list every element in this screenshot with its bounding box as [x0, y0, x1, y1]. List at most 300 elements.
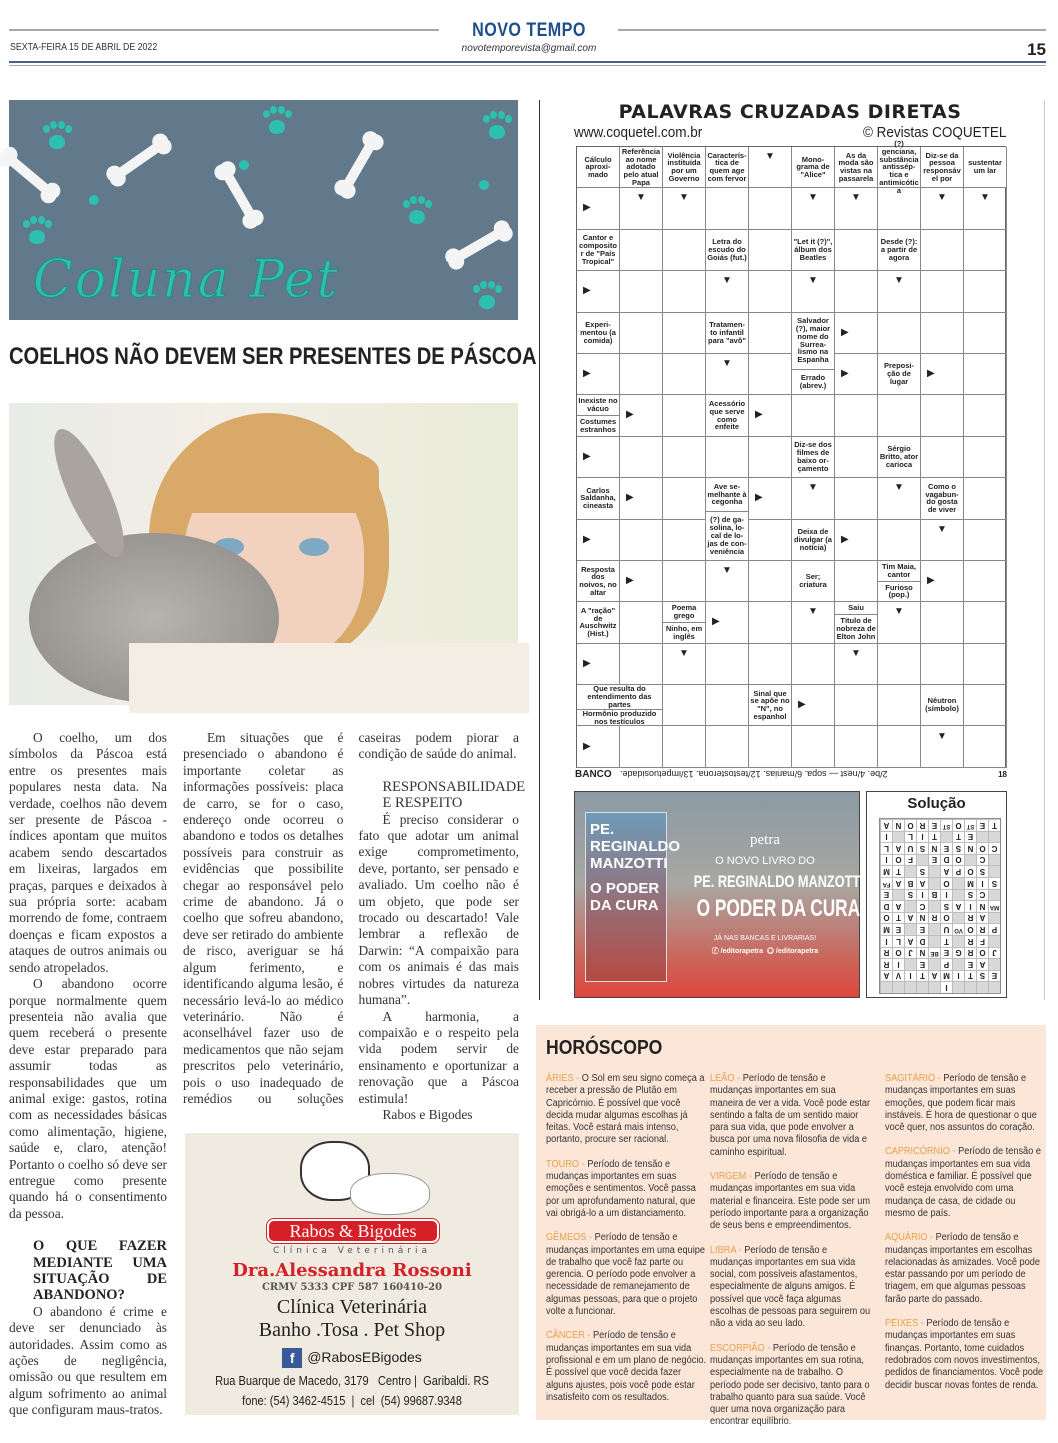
solution-cell [952, 958, 964, 970]
crossword-cell[interactable] [620, 644, 663, 685]
sign-name: PEIXES [885, 1318, 919, 1330]
crossword-cell[interactable] [878, 313, 921, 354]
crossword-cell[interactable] [749, 313, 792, 354]
solution-cell: A [892, 842, 904, 854]
solution-cell: E [892, 923, 904, 935]
crossword-cell[interactable] [620, 354, 663, 395]
clue-text: Deixa de divulgar (a notícia) [794, 527, 832, 552]
article-paragraph: O coelho, um dos símbolos da Páscoa está entre os presentes mais populares nesta data. Na verdade, coelhos não devem ser presente de Páscoa - índices apontam que muitos acabem sendo descartados em lixeiras, largados em praças, parques e deixados à sua própria sorte: acabam morrendo de fome, contraem doenças e ficam expostos a ataques de outros animais ou sendo atropelados. [9, 730, 167, 975]
solution-cell: L [892, 935, 904, 947]
arrow-down-icon: ▼ [851, 192, 861, 204]
facebook-handle[interactable] [185, 1347, 519, 1368]
crossword-clue [577, 313, 620, 354]
clue-text: Cantor e compositor de "País Tropical" [579, 233, 617, 266]
solution-cell [988, 889, 1000, 901]
crossword-cell[interactable] [878, 644, 921, 685]
crossword-cell[interactable] [749, 644, 792, 685]
crossword-cell[interactable] [964, 395, 1007, 436]
paw-icon [269, 120, 285, 134]
solution-cell: E [928, 819, 940, 831]
arrow-down-icon: ▼ [808, 482, 818, 494]
crossword-cell[interactable] [921, 313, 964, 354]
clue-text: Experi-mentou (a comida) [580, 320, 616, 345]
arrow-right-icon: ▶ [712, 616, 720, 628]
horoscope-column [710, 1073, 870, 1441]
arrow-right-icon: ▶ [841, 368, 849, 379]
crossword-cell[interactable] [706, 437, 749, 478]
solution-cell: ST [940, 819, 952, 831]
solution-cell: E [916, 923, 928, 935]
crossword-cell[interactable] [964, 271, 1007, 312]
solution-cell: E [916, 958, 928, 970]
crossword-cell[interactable] [706, 726, 749, 767]
solution-cell [988, 865, 1000, 877]
arrow-down-icon: ▼ [894, 482, 904, 494]
solution-cell: M [964, 877, 976, 889]
address: Rua Buarque de Macedo, 3179 Centro | Garibaldi. RS [215, 1373, 489, 1388]
solution-cell: BE [928, 947, 940, 959]
solution-cell: T [928, 831, 940, 843]
arrow-right-icon: ▶ [755, 409, 763, 421]
horoscope-entry: ESCORPIÃO - Período de tensão e mudanças importantes em sua rotina, especialmente na de trabalho. O período pode ser decisivo, tanto para o trabalho quanto para sua saúde. Você quer uma nova organização para encontrar equilíbrio. [710, 1342, 870, 1428]
crossword-clue [577, 561, 620, 602]
crossword-clue [792, 230, 835, 271]
solution-cell: I [892, 958, 904, 970]
arrow-down-icon: ▼ [722, 565, 732, 576]
solution-cell: R [964, 935, 976, 947]
crossword-cell[interactable] [964, 561, 1007, 602]
crossword-cell[interactable] [620, 437, 663, 478]
crossword-cell[interactable] [835, 271, 878, 312]
crossword-cell[interactable] [706, 685, 749, 726]
arrow-right-icon: ▶ [798, 699, 806, 711]
crossword-clue [706, 478, 749, 561]
crossword-clue [792, 561, 835, 602]
solution-cell: G [952, 947, 964, 959]
clue-text: Referência ao nome adotado pelo atual Papa [621, 146, 661, 187]
sign-text: Período de tensão e mudanças importantes em escolhas relacionadas às amizades. Você pode estar passando por um período de triagem, em que algumas pessoas farão parte do passado. [885, 1232, 1040, 1305]
solution-cell: O [952, 854, 964, 866]
banner-title: Coluna Pet [33, 250, 340, 310]
solution-cell: N [892, 819, 904, 831]
clue-text: Violência instituída por um Governo [667, 150, 701, 183]
clue-text: Diz-se da pessoa responsável por [923, 150, 961, 183]
crossword-cell[interactable] [663, 354, 706, 395]
crossword-cell[interactable] [749, 230, 792, 271]
crossword-clue [878, 138, 921, 195]
solution-cell: A [880, 819, 892, 831]
crossword-clue [620, 147, 663, 188]
crossword-cell[interactable] [706, 644, 749, 685]
ad-cta: JÁ NAS BANCAS E LIVRARIAS! [713, 935, 817, 942]
facebook-text: @RabosEBigodes [307, 1349, 422, 1365]
kicker: O NOVO LIVRO DO [715, 855, 815, 867]
solution-cell: P [940, 958, 952, 970]
clue-text: Cálculo aproxi-mado [584, 154, 612, 180]
clue-text: Furioso (pop.) [878, 581, 920, 602]
arrow-right-icon: ▶ [626, 409, 634, 421]
crossword-cell[interactable] [663, 437, 706, 478]
crossword-clue [749, 685, 792, 726]
solution-cell: O [880, 912, 892, 924]
solution-cell [892, 981, 904, 993]
sign-name: ESCORPIÃO [710, 1342, 765, 1354]
crossword-cell[interactable] [620, 726, 663, 767]
crossword-cell[interactable] [878, 395, 921, 436]
crossword-cell[interactable] [921, 271, 964, 312]
crossword-clue [835, 147, 878, 188]
solution-cell: A [940, 865, 952, 877]
solution-cell: R [928, 912, 940, 924]
solution-cell: I [916, 889, 928, 901]
solution-cell: A [904, 935, 916, 947]
clue-text: Que resulta do entendimento das partes [587, 684, 652, 709]
social-instagram: /editorapetra [775, 948, 819, 955]
crossword-cell[interactable] [921, 602, 964, 643]
solution-cell: A [916, 877, 928, 889]
crossword-cell[interactable] [620, 313, 663, 354]
paw-icon [49, 135, 65, 149]
crossword-url[interactable]: www.coquetel.com.br [574, 124, 703, 141]
paw-icon [409, 210, 425, 224]
clue-text: Hormônio produzido nos testículos [577, 709, 662, 726]
solution-cell: O [952, 819, 964, 831]
dot-decoration [239, 160, 249, 170]
horoscope-entry: AQUÁRIO - Período de tensão e mudanças importantes em escolhas relacionadas às amizades. Você pode estar passando por um período de triagem, em que algumas pessoas farão parte do passado. [885, 1232, 1040, 1305]
article-column-1 [9, 730, 167, 1419]
crossword-clue [921, 478, 964, 519]
solution-cell: A [976, 958, 988, 970]
arrow-down-icon: ▼ [679, 647, 689, 659]
clue-text: Como o vagabun-do gosta de viver [925, 481, 959, 515]
solution-cell: C [988, 842, 1000, 854]
crossword-clue [577, 395, 620, 436]
crossword-cell[interactable] [749, 271, 792, 312]
crossword-cell[interactable] [921, 395, 964, 436]
horoscope-entry: VIRGEM - Período de tensão e mudanças importantes em sua vida material e financeira. Este pode ser um período importante para a organização de seus bens e empreendimentos. [710, 1171, 871, 1232]
service-line-1: Clínica Veterinária [276, 1296, 428, 1318]
arrow-right-icon: ▶ [841, 533, 849, 545]
crossword-cell[interactable] [749, 561, 792, 602]
crossword-cell[interactable] [663, 478, 706, 519]
solution-cell [988, 981, 1000, 993]
crossword-cell[interactable] [921, 644, 964, 685]
sign-name: ÁRIES [546, 1073, 574, 1084]
crossword-clue [577, 685, 663, 726]
article-signature: Rabos e Bigodes [382, 1106, 473, 1122]
crossword-cell[interactable] [792, 395, 835, 436]
crossword-cell[interactable] [921, 230, 964, 271]
book-ad[interactable] [574, 791, 864, 998]
sign-name: GÊMEOS [546, 1232, 587, 1244]
clue-text: Nêutron (símbolo) [925, 696, 959, 714]
clue-text: Preposi-ção de lugar [883, 361, 914, 387]
solution-cell [904, 958, 916, 970]
horoscope-column [885, 1073, 1045, 1404]
solution-cell: M [880, 865, 892, 877]
clue-text: Título de nobreza de Elton John [835, 614, 877, 643]
sign-name: TOURO [546, 1158, 580, 1170]
crossword-cell[interactable] [663, 561, 706, 602]
cover-title: O PODER DA CURA [590, 880, 660, 914]
crossword-cell[interactable] [663, 395, 706, 436]
arrow-down-icon: ▼ [808, 275, 818, 287]
crossword-clue [577, 602, 620, 643]
crossword-cell[interactable] [964, 644, 1007, 685]
crossword-cell[interactable] [792, 644, 835, 685]
solution-cell: N [916, 912, 928, 924]
sign-text: Período de tensão e mudanças importantes em suas finanças. Portanto, tome cuidados redobrados com novos investimentos, pedidos de financiamentos. Você pode decidir buscar novas fontes de renda. [885, 1318, 1044, 1391]
solution-cell: N [928, 842, 940, 854]
sign-text: Período de tensão e mudanças importantes em sua vida social, com possíveis afastamentos, especialmente de alguns amigos. É possível que você faça algumas escolhas de pessoas para seguirem ou não a vida ao seu lado. [710, 1244, 871, 1330]
crossword-cell[interactable] [663, 230, 706, 271]
solution-cell: R [964, 912, 976, 924]
solution-cell: J [904, 947, 916, 959]
crossword-cell[interactable] [749, 520, 792, 561]
crossword-cell[interactable] [835, 726, 878, 767]
horoscope-entry: GÊMEOS - Período de tensão e mudanças importantes em uma equipe de trabalho que você faz parte ou gerencia. O período pode envolver a necessidade de remanejamento de algumas pessoas, para que o projeto volte a funcionar. [546, 1232, 706, 1318]
crossword-cell[interactable] [964, 230, 1007, 271]
crossword-solution [866, 791, 1007, 998]
clue-text: Tratamen-to infantil para "avô" [708, 320, 746, 345]
crossword-cell[interactable] [620, 230, 663, 271]
clue-text: Ave se-melhante à cegonha [707, 481, 747, 507]
crossword-cell[interactable] [792, 726, 835, 767]
solution-cell: S [976, 970, 988, 982]
solution-cell [928, 935, 940, 947]
arrow-down-icon: ▼ [636, 192, 646, 204]
clue-text: As da moda são vistas na passarela [838, 150, 874, 183]
article-paragraph: Em situações que é presenciado o abandono é importante coletar as informações possíveis: placa de carro, se for o caso, endereço onde ocorreu o abandono e todos os detalhes possíveis para construir as evidências que possibilite chegar ao responsável pelo crime de abandono. Já o coelho que sofreu abandono, deve ser retirado do ambiente de risco, averiguar se há algum ferimento, e identificando alguma lesão, é necessário levá-lo ao médico veterinário. Não é aconselhável fazer uso de medicamentos que não sejam prescritos pelo veterinário, pois o uso inadequado de remédios ou soluções caseiras podem piorar a condição de saúde do animal. [183, 730, 519, 1106]
solution-cell [940, 831, 952, 843]
arrow-right-icon: ▶ [626, 575, 634, 586]
solution-grid [879, 818, 1001, 994]
clue-text: Sinal que se apõe no "N", no espanhol [750, 688, 790, 722]
article-paragraph: O abandono ocorre porque normalmente quem presenteia não avalia que quem receberá o presente deve estar preparado para assumir todas as responsabilidades que um animal exige: gastos, rotina com as necessidades básicas como alimentação, higiene, saúde e, claro, atenção! Portanto o coelho só deve ser entregue como presente quando há o consentimento da pessoa. [9, 976, 167, 1221]
crossword-cell[interactable] [749, 354, 792, 395]
solution-cell: V [892, 970, 904, 982]
crossword-cell[interactable] [835, 561, 878, 602]
crossword-clue [792, 437, 835, 478]
solution-cell: T [892, 912, 904, 924]
solution-cell: E [928, 854, 940, 866]
horoscope-entry: CAPRICÓRNIO - Período de tensão e mudanças importantes em sua vida doméstica e familiar. É possível que você esteja envolvido com uma mudança de casa, de cidade ou mesmo de país. [885, 1146, 1041, 1219]
contact-email[interactable]: novotemporevista@gmail.com [461, 43, 597, 54]
crossword-cell[interactable] [964, 520, 1007, 561]
crossword-cell[interactable] [878, 685, 921, 726]
arrow-down-icon: ▼ [894, 275, 904, 287]
vet-clinic-ad[interactable] [185, 1133, 519, 1415]
solution-cell: P [952, 865, 964, 877]
ad-social[interactable]: ⓕ /editorapetra ◎ /editorapetra [711, 948, 819, 955]
crossword-clue [577, 230, 620, 271]
article-columns-2-3 [183, 730, 526, 1125]
crossword-cell[interactable] [706, 188, 749, 229]
puzzle-number: 18 [998, 770, 1007, 779]
crossword-cell[interactable] [964, 478, 1007, 519]
crossword-cell[interactable] [663, 520, 706, 561]
solution-cell [964, 854, 976, 866]
ad-book-title: O PODER DA CURA [696, 895, 861, 922]
solution-cell: T [940, 935, 952, 947]
arrow-right-icon: ▶ [583, 740, 591, 752]
crossword-cell[interactable] [663, 313, 706, 354]
solution-title: Solução [907, 795, 966, 812]
sign-name: AQUÁRIO [885, 1232, 928, 1244]
clue-text: Errado (abrev.) [792, 369, 834, 395]
solution-cell: O [892, 854, 904, 866]
crossword-cell[interactable] [964, 602, 1007, 643]
bone-icon [340, 137, 379, 194]
logo-subtitle: Clínica Veterinária [272, 1246, 431, 1256]
crossword-clue [663, 602, 706, 643]
sign-text: Período de tensão e mudanças importantes em uma equipe de trabalho que você faz parte ou gerencia. O período pode envolver a necessidade de remanejamento de algumas pessoas, para que o projeto volte a funcionar. [546, 1232, 706, 1318]
arrow-down-icon: ▼ [937, 192, 947, 204]
solution-cell: A [952, 900, 964, 912]
clue-text: Ninho, em inglês [663, 622, 705, 643]
clue-text: Tim Maia, cantor [881, 561, 917, 579]
solution-cell: I [976, 877, 988, 889]
crossword-cell[interactable] [620, 271, 663, 312]
bangs [169, 443, 379, 513]
clue-text: Saiu [848, 603, 864, 613]
crossword-cell[interactable] [964, 726, 1007, 767]
sign-name: LIBRA [710, 1244, 737, 1256]
sign-text: Período de tensão e mudanças importantes em suas emoções e sentimentos. Você passa por um aprofundamento natural, que vai obrigá-lo a um distanciamento. [546, 1158, 696, 1219]
arrow-down-icon: ▼ [851, 647, 861, 659]
crossword-cell[interactable] [663, 685, 706, 726]
solution-cell [928, 865, 940, 877]
crossword-grid[interactable] [576, 138, 1006, 768]
sign-name: LEÃO [710, 1073, 735, 1084]
column-divider-right [1044, 100, 1045, 1000]
solution-cell: I [952, 970, 964, 982]
clue-text: Desde (?): a partir de agora [880, 237, 918, 262]
clue-text: A "ração" de Auschwitz (Hist.) [579, 605, 617, 639]
crossword-clue [577, 147, 620, 188]
arrow-down-icon: ▼ [679, 192, 689, 204]
arrow-right-icon: ▶ [583, 285, 591, 297]
facebook-icon: f [282, 1348, 302, 1368]
sign-text: Período de tensão e mudanças importantes em sua maneira de ver a vida. Você pode estar sentindo a falta de um sentido maior para sua vida, que pode envolver a busca por uma nova filosofia de vida e caminho espiritual. [710, 1073, 871, 1158]
clue-text: Sérgio Britto, ator carioca [879, 444, 919, 469]
crossword-cell[interactable] [749, 437, 792, 478]
solution-cell: F [904, 854, 916, 866]
crossword-clue [706, 230, 749, 271]
crossword-copyright: © Revistas COQUETEL [862, 124, 1006, 141]
solution-cell: T [952, 831, 964, 843]
clue-text: Acessório que serve como enfeite [708, 398, 746, 432]
arrow-right-icon: ▶ [583, 450, 591, 462]
crossword-cell[interactable] [878, 726, 921, 767]
solution-cell: B [904, 877, 916, 889]
solution-cell [916, 981, 928, 993]
sign-text: Período de tensão e mudanças importantes em sua vida profissional e em um plano de negócio. É possível que você decida fazer alguns ajustes, pois você pode estar insatisfeito com os resultados. [546, 1330, 707, 1403]
crossword-cell[interactable] [620, 520, 663, 561]
crossword-cell[interactable] [964, 313, 1007, 354]
solution-cell: I [904, 970, 916, 982]
crossword-cell[interactable] [749, 602, 792, 643]
newspaper-brand: NOVO TEMPO [472, 20, 586, 41]
clue-text: Resposta dos noivos, no altar [579, 564, 617, 597]
crossword-cell[interactable] [663, 726, 706, 767]
article-paragraph: O abandono é crime e deve ser denunciado às autoridades. Assim como as ações de negligência, omissão ou que resultem em algum sofrimento ao animal que configuram maus-tratos. [9, 1303, 167, 1418]
crossword-cell[interactable] [964, 354, 1007, 395]
crossword-cell[interactable] [964, 437, 1007, 478]
horoscope-entry: CÂNCER - Período de tensão e mudanças importantes em sua vida profissional e em um plano de negócio. É possível que você decida fazer alguns ajustes, pois você pode estar insatisfeito com os resultados. [546, 1330, 707, 1403]
logo-badge: Rabos & Bigodes [267, 1219, 439, 1243]
arrow-right-icon: ▶ [755, 492, 763, 504]
arrow-down-icon: ▼ [722, 358, 732, 369]
arrow-down-icon: ▼ [980, 192, 990, 204]
crossword-clue [921, 147, 964, 188]
solution-cell [988, 912, 1000, 924]
solution-cell: O [976, 947, 988, 959]
solution-cell [952, 889, 964, 901]
solution-cell [904, 923, 916, 935]
article-subheading: O QUE FAZER MEDIANTE UMA SITUAÇÃO DE ABANDONO? [33, 1238, 167, 1304]
arrow-right-icon: ▶ [927, 575, 935, 586]
solution-cell: A [904, 912, 916, 924]
bone-icon [220, 167, 259, 224]
crossword-cell[interactable] [878, 520, 921, 561]
solution-cell: C [976, 889, 988, 901]
crossword-clue [835, 602, 878, 643]
solution-cell [904, 900, 916, 912]
crossword-cell[interactable] [620, 602, 663, 643]
coluna-pet-banner [9, 100, 518, 320]
solution-cell [904, 981, 916, 993]
cover-author: PE. REGINALDO MANZOTTI [590, 821, 680, 872]
crossword-cell[interactable] [835, 437, 878, 478]
crossword-cell[interactable] [835, 395, 878, 436]
solution-cell: N [964, 842, 976, 854]
crossword-cell[interactable] [749, 726, 792, 767]
solution-cell [928, 877, 940, 889]
arrow-right-icon: ▶ [583, 533, 591, 545]
solution-cell [892, 831, 904, 843]
clue-text: Poema grego [671, 603, 697, 621]
header-double-rule [9, 61, 1046, 66]
crossword-clue [792, 147, 835, 188]
arrow-down-icon: ▼ [808, 606, 818, 618]
crossword-clue [663, 147, 706, 188]
solution-cell [880, 981, 892, 993]
crossword-clue [706, 313, 749, 354]
solution-cell: P [988, 923, 1000, 935]
bank-label: BANCO [575, 769, 612, 780]
crossword-cell[interactable] [749, 188, 792, 229]
solution-cell: I [916, 831, 928, 843]
crossword-cell[interactable] [663, 271, 706, 312]
solution-cell [928, 900, 940, 912]
crossword-cell[interactable] [921, 437, 964, 478]
crossword-cell[interactable] [835, 230, 878, 271]
solution-cell: L [904, 831, 916, 843]
solution-cell [928, 958, 940, 970]
solution-cell: R [976, 923, 988, 935]
crossword-cell[interactable] [964, 685, 1007, 726]
bone-icon [112, 139, 167, 182]
sign-name: VIRGEM [710, 1171, 747, 1183]
crossword-clue [878, 230, 921, 271]
crossword-cell[interactable] [835, 478, 878, 519]
table-surface [129, 643, 529, 713]
article-subheading: RESPONSABILIDADE E RESPEITO [382, 778, 526, 812]
solution-cell [892, 889, 904, 901]
solution-cell: E [964, 958, 976, 970]
crossword-cell[interactable] [835, 685, 878, 726]
